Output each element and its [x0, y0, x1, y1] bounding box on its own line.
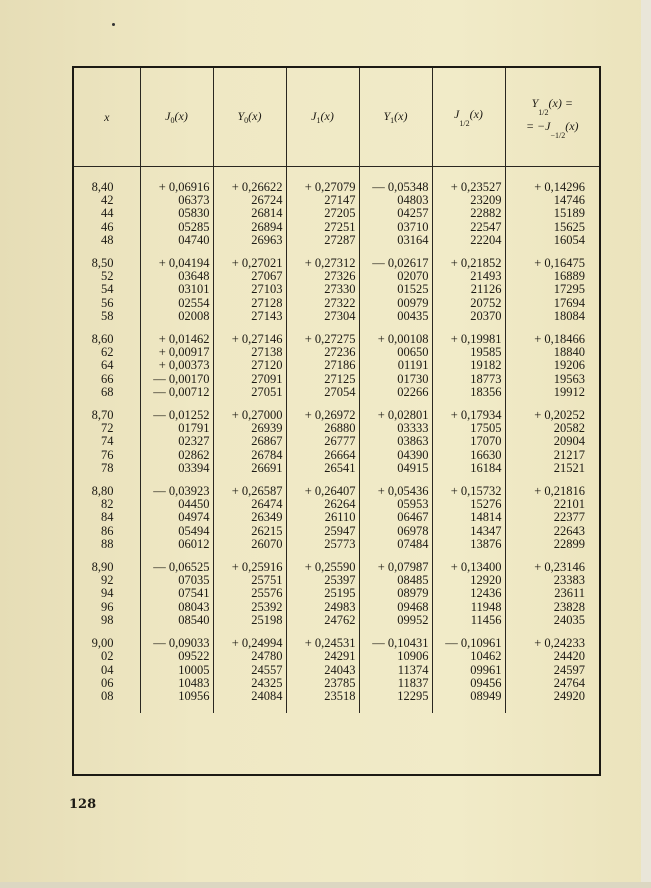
cell-x: 66 [74, 373, 140, 386]
cell-j1: 27125 [286, 373, 359, 386]
cell-j-half: 21126 [432, 283, 505, 296]
cell-y0: 27091 [213, 373, 286, 386]
cell-j1: 27205 [286, 207, 359, 220]
cell-y0: 26894 [213, 221, 286, 234]
cell-y1: 01730 [359, 373, 432, 386]
table-row [74, 359, 599, 372]
cell-y1: 03333 [359, 422, 432, 435]
cell-j-half: 22882 [432, 207, 505, 220]
cell-y-half: 20582 [553, 421, 585, 436]
cell-y1: 09952 [359, 614, 432, 627]
spacer-cell [140, 703, 213, 713]
cell-y1: + 0,07987 [359, 561, 432, 574]
cell-j0: + 0,00917 [140, 346, 213, 359]
cell-y0: + 0,27146 [213, 333, 286, 346]
table-body [74, 167, 599, 714]
cell-j0: — 0,03923 [140, 485, 213, 498]
cell-j1: 27236 [286, 346, 359, 359]
cell-j0: 05830 [140, 207, 213, 220]
group-spacer [74, 167, 599, 182]
spacer-cell [140, 167, 213, 182]
cell-y0: + 0,26622 [213, 181, 286, 194]
cell-y-half: 23828 [553, 599, 585, 614]
cell-y1: 00650 [359, 346, 432, 359]
cell-j-half: 08949 [432, 690, 505, 703]
cell-x: 9,00 [74, 637, 140, 650]
cell-j0: 07035 [140, 574, 213, 587]
cell-j0: — 0,01252 [140, 409, 213, 422]
cell-y0: + 0,26587 [213, 485, 286, 498]
cell-x: 86 [74, 525, 140, 538]
cell-j0: — 0,09033 [140, 637, 213, 650]
cell-x: 76 [74, 449, 140, 462]
header-j1: $J_1(x)$ [286, 68, 359, 167]
cell-y-half: 21217 [553, 447, 585, 462]
cell-y-half: 24035 [553, 612, 585, 627]
cell-j0: 03394 [140, 462, 213, 475]
table-row [74, 310, 599, 323]
cell-y-half: 18840 [553, 345, 585, 360]
cell-y1: 03164 [359, 234, 432, 247]
cell-y-half: 24597 [553, 662, 585, 677]
cell-j0: 10005 [140, 664, 213, 677]
table-row [74, 221, 599, 234]
cell-y1: 09468 [359, 601, 432, 614]
cell-y1: 11837 [359, 677, 432, 690]
cell-x: 96 [74, 601, 140, 614]
cell-y-half: 19206 [553, 358, 585, 373]
bessel-function-table [72, 66, 601, 776]
cell-x: 88 [74, 538, 140, 551]
table-row [74, 525, 599, 538]
cell-y1: 11374 [359, 664, 432, 677]
cell-j-half: 21493 [432, 270, 505, 283]
cell-j-half: 18356 [432, 386, 505, 399]
cell-x: 74 [74, 435, 140, 448]
cell-x: 04 [74, 664, 140, 677]
cell-x: 8,80 [74, 485, 140, 498]
cell-j1: 26880 [286, 422, 359, 435]
cell-j-half: 14814 [432, 511, 505, 524]
cell-y1: 06467 [359, 511, 432, 524]
cell-y-half: 17295 [553, 282, 585, 297]
cell-j0: 02327 [140, 435, 213, 448]
cell-y-half: + 0,20252 [534, 408, 585, 423]
cell-y1: 12295 [359, 690, 432, 703]
table-row [74, 462, 599, 475]
table [74, 68, 599, 713]
cell-y0: 27143 [213, 310, 286, 323]
table-row [74, 283, 599, 296]
cell-y-half: 19912 [553, 384, 585, 399]
cell-j0: 03101 [140, 283, 213, 296]
cell-j1: + 0,27079 [286, 181, 359, 194]
cell-j0: 10483 [140, 677, 213, 690]
cell-y-half: 19563 [553, 371, 585, 386]
cell-j0: 06012 [140, 538, 213, 551]
cell-j1: 26664 [286, 449, 359, 462]
cell-j0: 03648 [140, 270, 213, 283]
table-row [74, 538, 599, 551]
cell-j1: + 0,26972 [286, 409, 359, 422]
cell-y1: 04803 [359, 194, 432, 207]
cell-j1: 23518 [286, 690, 359, 703]
table-row [74, 207, 599, 220]
cell-j1: 24043 [286, 664, 359, 677]
cell-j0: + 0,06916 [140, 181, 213, 194]
cell-j1: 24983 [286, 601, 359, 614]
cell-y-half: 22377 [553, 510, 585, 525]
cell-j-half: 15276 [432, 498, 505, 511]
cell-y-half: 17694 [553, 295, 585, 310]
page-number: 128 [69, 797, 97, 812]
cell-x: 78 [74, 462, 140, 475]
cell-x: 46 [74, 221, 140, 234]
cell-j1: 25773 [286, 538, 359, 551]
cell-j-half: 14347 [432, 525, 505, 538]
cell-j0: 02008 [140, 310, 213, 323]
spacer-cell [74, 703, 140, 713]
cell-j1: 27304 [286, 310, 359, 323]
table-header-row [74, 68, 599, 167]
cell-j-half: + 0,21852 [432, 257, 505, 270]
cell-y0: 27128 [213, 297, 286, 310]
cell-y0: 26215 [213, 525, 286, 538]
cell-y0: 26939 [213, 422, 286, 435]
spacer-cell [286, 167, 359, 182]
cell-y1: — 0,05348 [359, 181, 432, 194]
cell-j0: — 0,06525 [140, 561, 213, 574]
cell-y-half: 20904 [553, 434, 585, 449]
cell-x: 06 [74, 677, 140, 690]
cell-y0: + 0,27000 [213, 409, 286, 422]
cell-y0: + 0,25916 [213, 561, 286, 574]
cell-x: 42 [74, 194, 140, 207]
cell-x: 62 [74, 346, 140, 359]
cell-j1: 26541 [286, 462, 359, 475]
cell-y-half: 22101 [553, 497, 585, 512]
header-y-half: Y1/2(x) = = −J−1/2(x) [505, 68, 599, 167]
cell-j-half: 23209 [432, 194, 505, 207]
header-y1: $Y_1(x)$ [359, 68, 432, 167]
cell-y0: 25392 [213, 601, 286, 614]
cell-j-half: 19585 [432, 346, 505, 359]
cell-y-half: 16889 [553, 269, 585, 284]
cell-y-half: 24920 [553, 688, 585, 703]
cell-x: 54 [74, 283, 140, 296]
cell-j1: + 0,24531 [286, 637, 359, 650]
cell-j0: 05494 [140, 525, 213, 538]
table-row [74, 297, 599, 310]
table-row [74, 587, 599, 600]
cell-y1: 06978 [359, 525, 432, 538]
cell-j-half: 17070 [432, 435, 505, 448]
cell-j-half: 22547 [432, 221, 505, 234]
spacer-cell [359, 703, 432, 713]
cell-x: 02 [74, 650, 140, 663]
cell-y-half: 15625 [553, 219, 585, 234]
cell-j1: 24762 [286, 614, 359, 627]
cell-j0: + 0,00373 [140, 359, 213, 372]
cell-y0: 27120 [213, 359, 286, 372]
cell-y1: 08979 [359, 587, 432, 600]
cell-y-half: 14746 [553, 193, 585, 208]
cell-y1: 03710 [359, 221, 432, 234]
cell-y-half: + 0,24233 [534, 636, 585, 651]
table-row [74, 373, 599, 386]
cell-j-half: 17505 [432, 422, 505, 435]
cell-j0: 06373 [140, 194, 213, 207]
cell-y0: 24325 [213, 677, 286, 690]
cell-y0: 27067 [213, 270, 286, 283]
table-row [74, 386, 599, 399]
cell-j-half: + 0,13400 [432, 561, 505, 574]
cell-y0: 26867 [213, 435, 286, 448]
cell-y1: 10906 [359, 650, 432, 663]
cell-j-half: 19182 [432, 359, 505, 372]
cell-x: 98 [74, 614, 140, 627]
cell-y-half: + 0,23146 [534, 560, 585, 575]
spacer-cell [432, 703, 505, 713]
table-row [74, 435, 599, 448]
cell-y0: 25198 [213, 614, 286, 627]
cell-y0: 24557 [213, 664, 286, 677]
cell-y-half: 22899 [553, 536, 585, 551]
cell-j1: + 0,25590 [286, 561, 359, 574]
cell-j1: 27326 [286, 270, 359, 283]
cell-y1: 04390 [359, 449, 432, 462]
spacer-cell [432, 167, 505, 182]
cell-y0: 26070 [213, 538, 286, 551]
cell-x: 8,60 [74, 333, 140, 346]
cell-j1: + 0,27275 [286, 333, 359, 346]
cell-j-half: + 0,17934 [432, 409, 505, 422]
cell-y1: 07484 [359, 538, 432, 551]
cell-j0: — 0,00712 [140, 386, 213, 399]
cell-y-half: + 0,14296 [534, 180, 585, 194]
table-row [74, 601, 599, 614]
cell-y1: + 0,02801 [359, 409, 432, 422]
cell-y0: 27138 [213, 346, 286, 359]
cell-j-half: 11456 [432, 614, 505, 627]
cell-y0: 26963 [213, 234, 286, 247]
cell-y1: 02266 [359, 386, 432, 399]
cell-y1: 01525 [359, 283, 432, 296]
cell-x: 08 [74, 690, 140, 703]
cell-y-half: 15189 [553, 206, 585, 221]
table-row [74, 677, 599, 690]
print-speck [112, 23, 115, 26]
cell-x: 8,40 [74, 181, 140, 194]
table-row [74, 511, 599, 524]
cell-j-half: 18773 [432, 373, 505, 386]
table-row [74, 664, 599, 677]
table-row [74, 449, 599, 462]
cell-j-half: 16630 [432, 449, 505, 462]
cell-y-half: 18084 [553, 308, 585, 323]
cell-j-half: 20370 [432, 310, 505, 323]
cell-y0: 26349 [213, 511, 286, 524]
cell-y1: 02070 [359, 270, 432, 283]
cell-y0: 25751 [213, 574, 286, 587]
cell-j1: 25195 [286, 587, 359, 600]
cell-y1: 00979 [359, 297, 432, 310]
header-j-half: J1/2(x) [432, 68, 505, 167]
cell-j-half: 16184 [432, 462, 505, 475]
cell-y0: 26814 [213, 207, 286, 220]
cell-x: 68 [74, 386, 140, 399]
cell-y0: + 0,27021 [213, 257, 286, 270]
cell-x: 64 [74, 359, 140, 372]
cell-j1: 26264 [286, 498, 359, 511]
cell-j-half: 11948 [432, 601, 505, 614]
cell-y0: 26691 [213, 462, 286, 475]
cell-x: 72 [74, 422, 140, 435]
cell-y1: 03863 [359, 435, 432, 448]
cell-y0: 25576 [213, 587, 286, 600]
cell-y1: 05953 [359, 498, 432, 511]
cell-j1: 27147 [286, 194, 359, 207]
table-row [74, 614, 599, 627]
cell-j0: 02554 [140, 297, 213, 310]
cell-y1: 04257 [359, 207, 432, 220]
header-x: x [74, 68, 140, 167]
page-edge-bottom [0, 882, 651, 888]
cell-y-half: 23611 [554, 586, 585, 601]
cell-x: 58 [74, 310, 140, 323]
cell-x: 84 [74, 511, 140, 524]
cell-j0: 08043 [140, 601, 213, 614]
cell-j0: 09522 [140, 650, 213, 663]
cell-j-half: 22204 [432, 234, 505, 247]
cell-j0: 04740 [140, 234, 213, 247]
cell-j1: 24291 [286, 650, 359, 663]
cell-j1: 27186 [286, 359, 359, 372]
cell-y1: 04915 [359, 462, 432, 475]
cell-j-half: + 0,19981 [432, 333, 505, 346]
cell-x: 92 [74, 574, 140, 587]
spacer-cell [359, 167, 432, 182]
cell-j0: 04974 [140, 511, 213, 524]
cell-x: 8,50 [74, 257, 140, 270]
cell-x: 8,70 [74, 409, 140, 422]
cell-y1: — 0,10431 [359, 637, 432, 650]
cell-x: 52 [74, 270, 140, 283]
cell-y1: — 0,02617 [359, 257, 432, 270]
cell-y-half: 16054 [553, 232, 585, 247]
cell-x: 8,90 [74, 561, 140, 574]
cell-j1: 27322 [286, 297, 359, 310]
cell-j0: + 0,01462 [140, 333, 213, 346]
header-j0: $J_0(x)$ [140, 68, 213, 167]
cell-y0: + 0,24994 [213, 637, 286, 650]
cell-j-half: — 0,10961 [432, 637, 505, 650]
cell-j0: — 0,00170 [140, 373, 213, 386]
cell-y-half: 24764 [553, 675, 585, 690]
cell-j1: 27251 [286, 221, 359, 234]
cell-y0: 24084 [213, 690, 286, 703]
cell-y0: 26784 [213, 449, 286, 462]
cell-j0: 10956 [140, 690, 213, 703]
cell-y0: 27103 [213, 283, 286, 296]
table-row [74, 650, 599, 663]
cell-y1: 08485 [359, 574, 432, 587]
cell-j0: + 0,04194 [140, 257, 213, 270]
cell-y1: 00435 [359, 310, 432, 323]
cell-j-half: 20752 [432, 297, 505, 310]
cell-j1: 23785 [286, 677, 359, 690]
cell-y-half: 22643 [553, 523, 585, 538]
spacer-cell [505, 703, 599, 713]
cell-j-half: + 0,15732 [432, 485, 505, 498]
cell-j1: 27287 [286, 234, 359, 247]
cell-j0: 07541 [140, 587, 213, 600]
cell-j0: 05285 [140, 221, 213, 234]
cell-j0: 01791 [140, 422, 213, 435]
cell-x: 48 [74, 234, 140, 247]
spacer-cell [213, 167, 286, 182]
cell-j0: 08540 [140, 614, 213, 627]
cell-j1: 27054 [286, 386, 359, 399]
cell-y0: 24780 [213, 650, 286, 663]
cell-j-half: 13876 [432, 538, 505, 551]
cell-y-half: 24420 [553, 649, 585, 664]
cell-j-half: 09961 [432, 664, 505, 677]
cell-j1: 26777 [286, 435, 359, 448]
cell-y-half: + 0,16475 [534, 256, 585, 271]
group-spacer [74, 703, 599, 713]
cell-y1: + 0,05436 [359, 485, 432, 498]
cell-y0: 26724 [213, 194, 286, 207]
cell-y-half: + 0,21816 [534, 484, 585, 499]
spacer-cell [74, 167, 140, 182]
spacer-cell [505, 167, 599, 182]
cell-y-half: 23383 [553, 573, 585, 588]
cell-j-half: 10462 [432, 650, 505, 663]
cell-x: 94 [74, 587, 140, 600]
cell-x: 82 [74, 498, 140, 511]
header-y0: $Y_0(x)$ [213, 68, 286, 167]
cell-j1: 27330 [286, 283, 359, 296]
cell-j-half: 12436 [432, 587, 505, 600]
cell-y1: + 0,00108 [359, 333, 432, 346]
table-row [74, 234, 599, 247]
cell-j1: 26110 [286, 511, 359, 524]
spacer-cell [213, 703, 286, 713]
cell-j-half: 12920 [432, 574, 505, 587]
cell-y-half: + 0,18466 [534, 332, 585, 347]
cell-y0: 26474 [213, 498, 286, 511]
cell-y-half: 21521 [553, 460, 585, 475]
cell-x: 44 [74, 207, 140, 220]
cell-j1: 25397 [286, 574, 359, 587]
page-edge-right [641, 0, 651, 888]
cell-j-half: + 0,23527 [432, 181, 505, 194]
cell-j1: 25947 [286, 525, 359, 538]
cell-x: 56 [74, 297, 140, 310]
cell-j0: 02862 [140, 449, 213, 462]
table-row [74, 690, 599, 703]
cell-j1: + 0,27312 [286, 257, 359, 270]
cell-j1: + 0,26407 [286, 485, 359, 498]
cell-y0: 27051 [213, 386, 286, 399]
spacer-cell [286, 703, 359, 713]
cell-y1: 01191 [359, 359, 432, 372]
cell-j-half: 09456 [432, 677, 505, 690]
cell-j0: 04450 [140, 498, 213, 511]
